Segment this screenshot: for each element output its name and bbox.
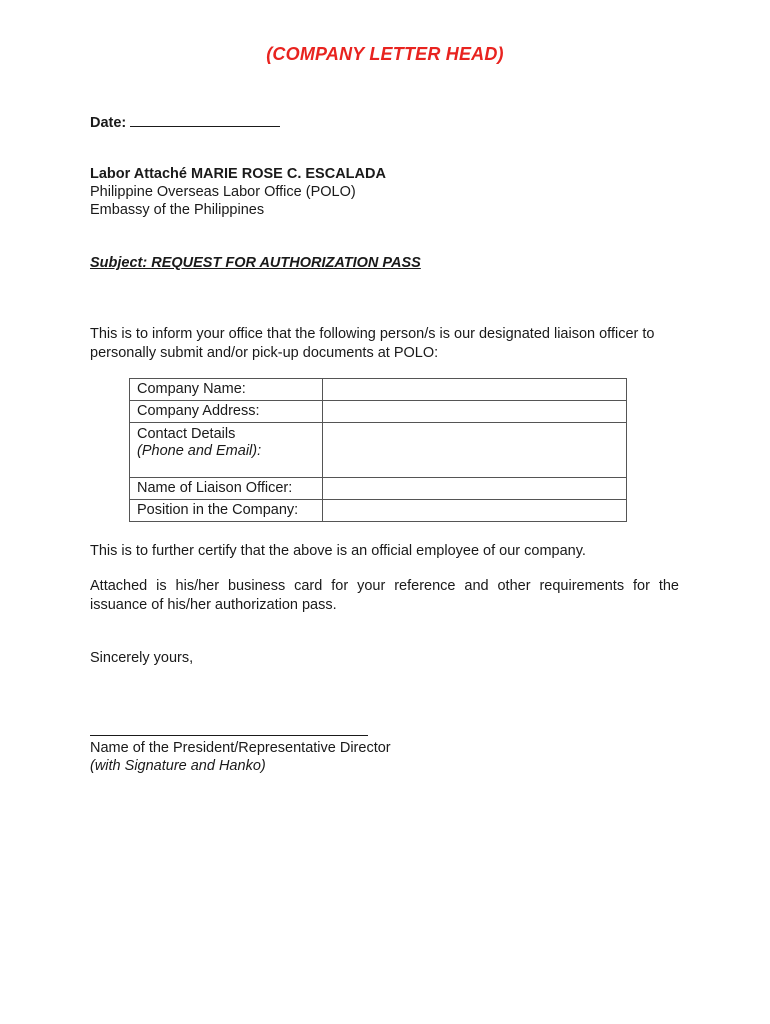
contact-details-label [130,423,323,478]
signatory-note: (with Signature and Hanko) [90,758,266,774]
table-row [130,500,627,522]
signature-line [90,735,368,736]
addressee-embassy: Embassy of the Philippines [90,202,265,218]
addressee-block [90,165,386,219]
liaison-officer-value[interactable] [323,478,627,500]
liaison-info-table [129,378,627,522]
table-row [130,478,627,500]
table-row [130,401,627,423]
position-label: Position in the Company: [130,500,323,522]
attached-paragraph: Attached is his/her business card for your reference and other requirements for the issuance of his/her authorization pass. [90,578,679,613]
company-name-label: Company Name: [130,379,323,401]
contact-details-note: (Phone and Email): [137,443,262,459]
signatory-title: Name of the President/Representative Director [90,740,391,756]
signature-block [90,739,391,775]
addressee-name: Labor Attaché MARIE ROSE C. ESCALADA [90,166,386,182]
subject-line: Subject: REQUEST FOR AUTHORIZATION PASS [90,255,421,271]
liaison-officer-label: Name of Liaison Officer: [130,478,323,500]
date-line [90,112,280,131]
table-row [130,379,627,401]
contact-details-text: Contact Details [137,426,236,442]
date-blank-field[interactable] [130,112,280,127]
company-name-value[interactable] [323,379,627,401]
date-label: Date: [90,115,127,131]
addressee-office: Philippine Overseas Labor Office (POLO) [90,184,356,200]
closing-salutation: Sincerely yours, [90,650,194,666]
certify-paragraph: This is to further certify that the above is an official employee of our company. [90,543,586,559]
letterhead-title: (COMPANY LETTER HEAD) [266,44,504,64]
position-value[interactable] [323,500,627,522]
intro-paragraph: This is to inform your office that the following person/s is our designated liaison officer to personally submit and/or pick-up documents at POLO: [90,326,655,361]
contact-details-value[interactable] [323,423,627,478]
table-row [130,423,627,478]
company-address-value[interactable] [323,401,627,423]
company-address-label: Company Address: [130,401,323,423]
